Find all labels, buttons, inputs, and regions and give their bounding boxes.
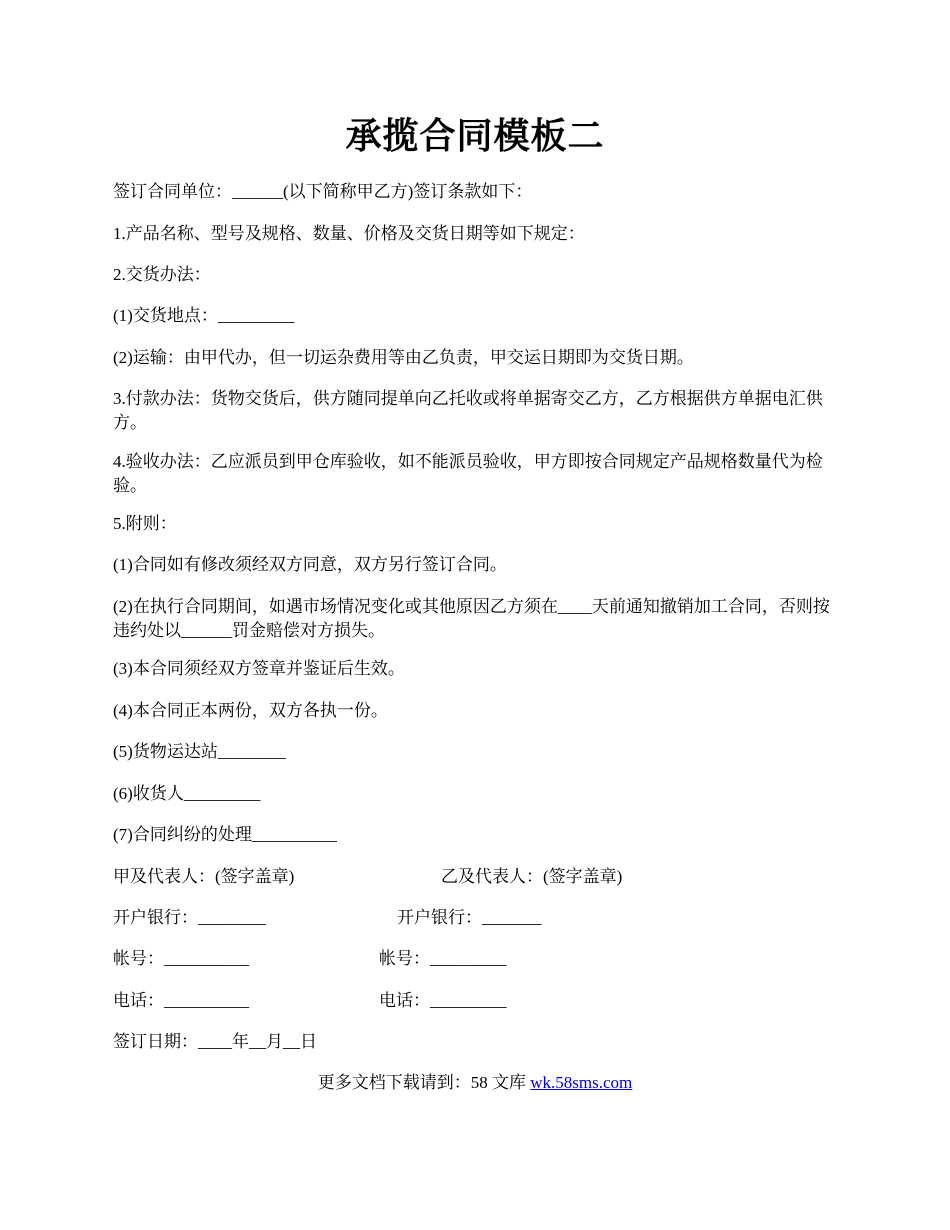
footer: [0, 1071, 950, 1095]
party-a-account: 帐号：__________: [113, 949, 249, 968]
paragraph-clause-4: 4.验收办法：乙应派员到甲仓库验收，如不能派员验收，甲方即按合同规定产品规格数量代为检验。: [113, 452, 823, 495]
paragraph-clause-5-6: (6)收货人_________: [113, 784, 261, 803]
party-b-account: 帐号：_________: [379, 949, 507, 968]
paragraph-clause-5-4: (4)本合同正本两份，双方各执一份。: [113, 701, 388, 720]
party-b-representative: 乙及代表人：(签字盖章): [441, 867, 623, 886]
sign-date: 签订日期：____年__月__日: [113, 1032, 317, 1051]
paragraph-clause-1: 1.产品名称、型号及规格、数量、价格及交货日期等如下规定：: [113, 224, 585, 243]
paragraph-intro: 签订合同单位：______(以下简称甲乙方)签订条款如下：: [113, 182, 533, 201]
paragraph-clause-2-1: (1)交货地点：_________: [113, 306, 295, 325]
paragraph-clause-5-1: (1)合同如有修改须经双方同意，双方另行签订合同。: [113, 555, 507, 574]
paragraph-clause-2-2: (2)运输：由甲代办，但一切运杂费用等由乙负责，甲交运日期即为交货日期。: [113, 348, 694, 367]
footer-link[interactable]: wk.58sms.com: [530, 1073, 633, 1092]
party-b-bank: 开户银行：_______: [397, 908, 542, 927]
paragraph-clause-5-2: (2)在执行合同期间，如遇市场情况变化或其他原因乙方须在____天前通知撤销加工合同，否则按违约处以______罚金赔偿对方损失。: [113, 597, 830, 640]
paragraph-clause-2: 2.交货办法：: [113, 265, 211, 284]
party-b-phone: 电话：_________: [379, 991, 507, 1010]
party-a-bank: 开户银行：________: [113, 908, 266, 927]
paragraph-clause-5: 5.附则：: [113, 514, 177, 533]
document-title: 承揽合同模板二: [345, 116, 605, 156]
party-a-phone: 电话：__________: [113, 991, 249, 1010]
party-a-representative: 甲及代表人：(签字盖章): [113, 867, 295, 886]
paragraph-clause-5-5: (5)货物运达站________: [113, 742, 286, 761]
paragraph-clause-3: 3.付款办法：货物交货后，供方随同提单向乙托收或将单据寄交乙方，乙方根据供方单据电汇供方。: [113, 389, 823, 432]
footer-text: 更多文档下载请到：58 文库: [317, 1073, 531, 1092]
paragraph-clause-5-7: (7)合同纠纷的处理__________: [113, 825, 337, 844]
paragraph-clause-5-3: (3)本合同须经双方签章并鉴证后生效。: [113, 659, 405, 678]
